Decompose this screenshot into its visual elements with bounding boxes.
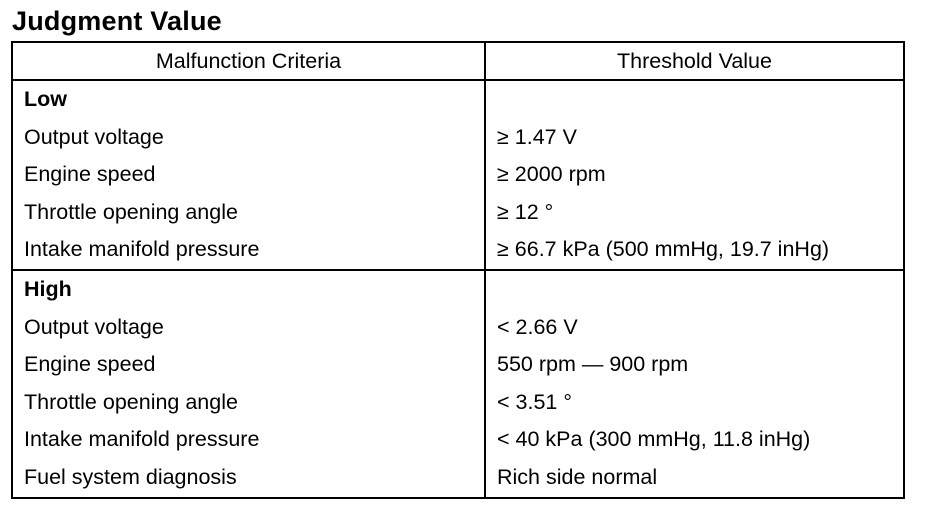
threshold-cell: < 2.66 V [485,309,904,347]
criteria-cell: Fuel system diagnosis [12,459,485,498]
threshold-cell: < 3.51 ° [485,384,904,422]
criteria-cell: Output voltage [12,309,485,347]
criteria-cell: Engine speed [12,156,485,194]
criteria-cell: Throttle opening angle [12,194,485,232]
table-header-row [12,42,904,80]
header-malfunction-criteria: Malfunction Criteria [12,42,485,80]
group-label-low: Low [12,80,485,119]
criteria-cell: Intake manifold pressure [12,421,485,459]
criteria-cell: Output voltage [12,119,485,157]
threshold-cell: ≥ 1.47 V [485,119,904,157]
criteria-cell: Engine speed [12,346,485,384]
table-row [12,384,904,422]
group-threshold-empty [485,270,904,309]
group-threshold-empty [485,80,904,119]
table-row [12,309,904,347]
table-row [12,156,904,194]
table-row [12,231,904,270]
threshold-cell: ≥ 12 ° [485,194,904,232]
table-row [12,346,904,384]
header-threshold-value: Threshold Value [485,42,904,80]
threshold-cell: ≥ 2000 rpm [485,156,904,194]
page-title: Judgment Value [12,6,222,36]
table-row [12,421,904,459]
threshold-cell: Rich side normal [485,459,904,498]
threshold-cell: ≥ 66.7 kPa (500 mmHg, 19.7 inHg) [485,231,904,270]
group-row-high [12,270,904,309]
group-row-low [12,80,904,119]
table-row [12,459,904,498]
table-row [12,119,904,157]
table-row [12,194,904,232]
criteria-cell: Intake manifold pressure [12,231,485,270]
judgment-value-table [11,41,905,499]
threshold-cell: 550 rpm — 900 rpm [485,346,904,384]
threshold-cell: < 40 kPa (300 mmHg, 11.8 inHg) [485,421,904,459]
criteria-cell: Throttle opening angle [12,384,485,422]
group-label-high: High [12,270,485,309]
